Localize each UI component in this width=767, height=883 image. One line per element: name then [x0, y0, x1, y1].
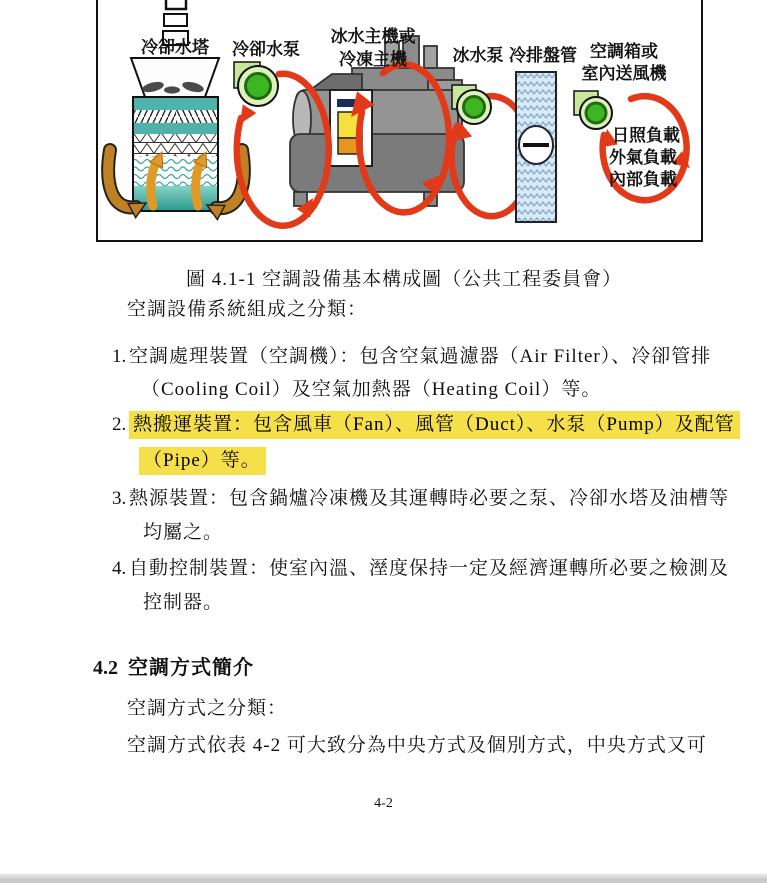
highlight: 熱搬運裝置：包含風車（Fan）、風管（Duct）、水泵（Pump）及配管 — [129, 411, 740, 439]
list-item-3-line-1: 3. 熱源裝置：包含鍋爐冷凍機及其運轉時必要之泵、冷卻水塔及油槽等 — [112, 485, 729, 512]
label-load-outside-air: 外氣負載 — [609, 148, 677, 167]
section-heading-4-2 — [93, 655, 254, 682]
figure-4-1-1-frame — [96, 0, 703, 242]
intro-line: 空調設備系統組成之分類： — [127, 299, 368, 320]
list-item-1-number: 1. — [112, 346, 127, 367]
list-item-2-number: 2. — [112, 414, 127, 435]
list-item-1-line-2: （Cooling Coil）及空氣加熱器（Heating Coil）等。 — [141, 379, 602, 400]
list-item-4-line-2: 控制器。 — [143, 592, 224, 613]
list-item-3-line-2: 均屬之。 — [143, 522, 224, 543]
cooling-coil — [516, 72, 556, 222]
label-ahu-2: 室內送風機 — [581, 64, 667, 83]
label-chilled-water-pump: 冰水泵 — [452, 46, 504, 65]
list-item-4-number: 4. — [112, 558, 127, 579]
list-item-4-line-1: 4. 自動控制裝置：使室內溫、溼度保持一定及經濟運轉所必要之檢測及 — [112, 555, 729, 582]
label-load-solar: 日照負載 — [612, 126, 680, 145]
supply-fan-pump-icon — [574, 91, 612, 129]
page-number: 4-2 — [374, 796, 393, 811]
list-item-2-line-1 — [112, 411, 740, 438]
label-chiller-2: 冷凍主機 — [339, 50, 407, 69]
section-title: 空調方式簡介 — [128, 657, 254, 679]
paragraph-2: 空調方式依表 4-2 可大致分為中央方式及個別方式，中央方式又可 — [127, 735, 707, 756]
list-item-3-number: 3. — [112, 488, 127, 509]
cooling-water-pump-icon — [234, 62, 278, 106]
label-ahu-1: 空調箱或 — [590, 42, 658, 61]
list-item-1-line-1: 1. 空調處理裝置（空調機）：包含空氣過濾器（Air Filter）、冷卻管排 — [112, 343, 711, 370]
figure-caption: 圖 4.1-1 空調設備基本構成圖（公共工程委員會） — [186, 269, 623, 290]
highlight: （Pipe）等。 — [139, 447, 266, 475]
paragraph-1: 空調方式之分類： — [127, 698, 288, 719]
label-cooling-tower: 冷卻水塔 — [141, 38, 209, 57]
cooling-tower — [131, 58, 219, 211]
label-cooling-water-pump: 冷卻水泵 — [232, 40, 300, 59]
label-load-internal: 內部負載 — [609, 170, 677, 189]
section-number: 4.2 — [93, 657, 118, 679]
hvac-diagram — [98, 0, 700, 239]
bottom-scrollbar-track[interactable] — [0, 874, 767, 883]
label-chiller-1: 冰水主機或 — [330, 27, 416, 46]
list-item-2-line-2 — [139, 447, 266, 474]
label-cooling-coil: 冷排盤管 — [509, 46, 577, 65]
